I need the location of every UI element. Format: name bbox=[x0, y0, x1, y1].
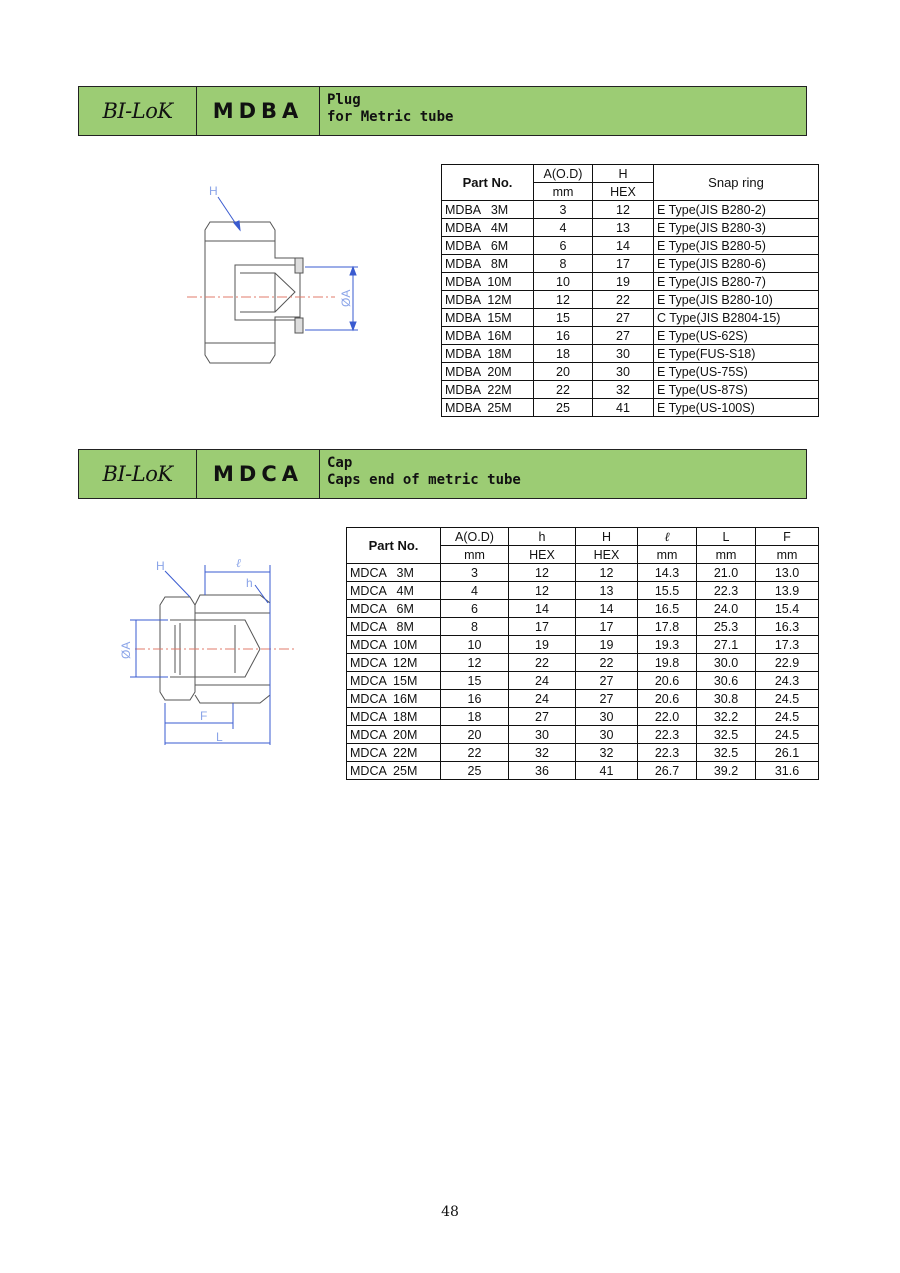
part-number-cell: MDBA 16M bbox=[442, 327, 534, 345]
value-cell: 32 bbox=[593, 381, 654, 399]
snap-ring-cell: E Type(JIS B280-7) bbox=[654, 273, 819, 291]
snap-ring-header: Snap ring bbox=[654, 165, 819, 201]
value-cell: 30.0 bbox=[697, 654, 756, 672]
value-cell: 27 bbox=[593, 309, 654, 327]
table-row bbox=[347, 600, 819, 618]
table-row bbox=[442, 255, 819, 273]
col-header: L bbox=[697, 528, 756, 546]
unit-header: HEX bbox=[576, 546, 638, 564]
table-row bbox=[442, 219, 819, 237]
value-cell: 24 bbox=[509, 690, 576, 708]
value-cell: 26.7 bbox=[638, 762, 697, 780]
value-cell: 12 bbox=[441, 654, 509, 672]
part-number-cell: MDCA 10M bbox=[347, 636, 441, 654]
brand-logo: BI-LoK bbox=[79, 450, 197, 498]
value-cell: 16 bbox=[534, 327, 593, 345]
snap-ring-cell: E Type(US-100S) bbox=[654, 399, 819, 417]
section-header-mdba bbox=[78, 86, 807, 136]
value-cell: 25.3 bbox=[697, 618, 756, 636]
value-cell: 17.8 bbox=[638, 618, 697, 636]
part-no-header: Part No. bbox=[347, 528, 441, 564]
value-cell: 17.3 bbox=[756, 636, 819, 654]
value-cell: 24.5 bbox=[756, 708, 819, 726]
part-number-cell: MDBA 3M bbox=[442, 201, 534, 219]
value-cell: 24.3 bbox=[756, 672, 819, 690]
value-cell: 24.0 bbox=[697, 600, 756, 618]
value-cell: 6 bbox=[534, 237, 593, 255]
value-cell: 14 bbox=[576, 600, 638, 618]
value-cell: 22.9 bbox=[756, 654, 819, 672]
value-cell: 15.4 bbox=[756, 600, 819, 618]
table-row bbox=[347, 690, 819, 708]
part-number-cell: MDBA 22M bbox=[442, 381, 534, 399]
mdba-spec-table bbox=[441, 164, 819, 417]
part-number-cell: MDBA 6M bbox=[442, 237, 534, 255]
value-cell: 8 bbox=[534, 255, 593, 273]
part-number-cell: MDBA 20M bbox=[442, 363, 534, 381]
value-cell: 32.5 bbox=[697, 744, 756, 762]
value-cell: 39.2 bbox=[697, 762, 756, 780]
value-cell: 22 bbox=[576, 654, 638, 672]
product-description bbox=[320, 87, 806, 135]
table-row bbox=[347, 636, 819, 654]
table-row bbox=[347, 762, 819, 780]
snap-ring-cell: E Type(JIS B280-2) bbox=[654, 201, 819, 219]
part-number-cell: MDBA 8M bbox=[442, 255, 534, 273]
part-number-cell: MDCA 4M bbox=[347, 582, 441, 600]
value-cell: 24.5 bbox=[756, 690, 819, 708]
part-number-cell: MDCA 25M bbox=[347, 762, 441, 780]
table-row bbox=[442, 273, 819, 291]
value-cell: 13 bbox=[593, 219, 654, 237]
section-header-mdca bbox=[78, 449, 807, 499]
value-cell: 17 bbox=[509, 618, 576, 636]
value-cell: 20.6 bbox=[638, 672, 697, 690]
snap-ring-cell: E Type(JIS B280-6) bbox=[654, 255, 819, 273]
snap-ring-cell: E Type(JIS B280-10) bbox=[654, 291, 819, 309]
snap-ring-cell: E Type(US-87S) bbox=[654, 381, 819, 399]
product-description bbox=[320, 450, 806, 498]
table-row bbox=[347, 654, 819, 672]
value-cell: 36 bbox=[509, 762, 576, 780]
brand-logo: BI-LoK bbox=[79, 87, 197, 135]
table-row bbox=[347, 672, 819, 690]
value-cell: 22 bbox=[593, 291, 654, 309]
unit-header: mm bbox=[756, 546, 819, 564]
value-cell: 10 bbox=[534, 273, 593, 291]
page-number: 48 bbox=[441, 1204, 459, 1220]
part-number-cell: MDCA 20M bbox=[347, 726, 441, 744]
value-cell: 24 bbox=[509, 672, 576, 690]
unit-header: mm bbox=[534, 183, 593, 201]
value-cell: 3 bbox=[441, 564, 509, 582]
col-header: A(O.D) bbox=[534, 165, 593, 183]
snap-ring-cell: E Type(JIS B280-3) bbox=[654, 219, 819, 237]
value-cell: 12 bbox=[534, 291, 593, 309]
unit-header: mm bbox=[638, 546, 697, 564]
value-cell: 3 bbox=[534, 201, 593, 219]
value-cell: 12 bbox=[509, 582, 576, 600]
value-cell: 31.6 bbox=[756, 762, 819, 780]
value-cell: 22.3 bbox=[697, 582, 756, 600]
value-cell: 13 bbox=[576, 582, 638, 600]
value-cell: 14 bbox=[509, 600, 576, 618]
part-number-cell: MDCA 18M bbox=[347, 708, 441, 726]
part-number-cell: MDCA 8M bbox=[347, 618, 441, 636]
value-cell: 30.6 bbox=[697, 672, 756, 690]
value-cell: 12 bbox=[509, 564, 576, 582]
value-cell: 14 bbox=[593, 237, 654, 255]
snap-ring-cell: E Type(US-75S) bbox=[654, 363, 819, 381]
value-cell: 20.6 bbox=[638, 690, 697, 708]
value-cell: 32 bbox=[576, 744, 638, 762]
value-cell: 10 bbox=[441, 636, 509, 654]
value-cell: 4 bbox=[441, 582, 509, 600]
value-cell: 27 bbox=[509, 708, 576, 726]
part-number-cell: MDBA 12M bbox=[442, 291, 534, 309]
value-cell: 22 bbox=[534, 381, 593, 399]
product-subtitle: Caps end of metric tube bbox=[327, 472, 521, 488]
value-cell: 19 bbox=[509, 636, 576, 654]
table-row bbox=[442, 309, 819, 327]
value-cell: 26.1 bbox=[756, 744, 819, 762]
table-row bbox=[347, 708, 819, 726]
part-number-cell: MDBA 10M bbox=[442, 273, 534, 291]
product-title: Cap bbox=[327, 455, 353, 471]
value-cell: 30 bbox=[509, 726, 576, 744]
value-cell: 16.5 bbox=[638, 600, 697, 618]
hex-small-label: h bbox=[246, 576, 253, 590]
part-number-cell: MDCA 22M bbox=[347, 744, 441, 762]
col-header: ℓ bbox=[638, 528, 697, 546]
unit-header: mm bbox=[697, 546, 756, 564]
mdba-plug-drawing bbox=[175, 175, 375, 375]
value-cell: 30 bbox=[576, 726, 638, 744]
value-cell: 27 bbox=[576, 672, 638, 690]
value-cell: 25 bbox=[441, 762, 509, 780]
value-cell: 17 bbox=[593, 255, 654, 273]
table-header-row bbox=[442, 165, 819, 183]
table-row bbox=[347, 744, 819, 762]
value-cell: 16 bbox=[441, 690, 509, 708]
value-cell: 21.0 bbox=[697, 564, 756, 582]
product-subtitle: for Metric tube bbox=[327, 109, 454, 125]
product-title: Plug bbox=[327, 92, 361, 108]
part-number-cell: MDBA 18M bbox=[442, 345, 534, 363]
value-cell: 32.2 bbox=[697, 708, 756, 726]
col-header: H bbox=[576, 528, 638, 546]
part-number-cell: MDCA 15M bbox=[347, 672, 441, 690]
part-number-cell: MDCA 6M bbox=[347, 600, 441, 618]
hex-label: H bbox=[209, 184, 218, 198]
value-cell: 15.5 bbox=[638, 582, 697, 600]
unit-header: HEX bbox=[593, 183, 654, 201]
value-cell: 41 bbox=[576, 762, 638, 780]
value-cell: 14.3 bbox=[638, 564, 697, 582]
value-cell: 20 bbox=[534, 363, 593, 381]
f-label: F bbox=[200, 709, 208, 723]
part-no-header: Part No. bbox=[442, 165, 534, 201]
value-cell: 19.3 bbox=[638, 636, 697, 654]
col-header: h bbox=[509, 528, 576, 546]
table-row bbox=[442, 399, 819, 417]
value-cell: 13.0 bbox=[756, 564, 819, 582]
value-cell: 19 bbox=[576, 636, 638, 654]
part-number-cell: MDBA 15M bbox=[442, 309, 534, 327]
value-cell: 12 bbox=[576, 564, 638, 582]
value-cell: 27.1 bbox=[697, 636, 756, 654]
od-label: ØA bbox=[119, 641, 133, 659]
value-cell: 27 bbox=[593, 327, 654, 345]
snap-ring-cell: E Type(JIS B280-5) bbox=[654, 237, 819, 255]
l-big-label: L bbox=[216, 730, 223, 744]
mdca-cap-drawing bbox=[110, 545, 310, 755]
part-number-cell: MDBA 25M bbox=[442, 399, 534, 417]
value-cell: 18 bbox=[534, 345, 593, 363]
value-cell: 15 bbox=[534, 309, 593, 327]
value-cell: 12 bbox=[593, 201, 654, 219]
value-cell: 22.3 bbox=[638, 744, 697, 762]
value-cell: 22 bbox=[441, 744, 509, 762]
value-cell: 17 bbox=[576, 618, 638, 636]
value-cell: 41 bbox=[593, 399, 654, 417]
table-row bbox=[442, 381, 819, 399]
value-cell: 22 bbox=[509, 654, 576, 672]
table-row bbox=[347, 726, 819, 744]
table-row bbox=[442, 363, 819, 381]
table-header-row bbox=[347, 528, 819, 546]
part-number-cell: MDBA 4M bbox=[442, 219, 534, 237]
value-cell: 22.0 bbox=[638, 708, 697, 726]
part-number-cell: MDCA 12M bbox=[347, 654, 441, 672]
value-cell: 19 bbox=[593, 273, 654, 291]
table-row bbox=[442, 237, 819, 255]
value-cell: 4 bbox=[534, 219, 593, 237]
value-cell: 13.9 bbox=[756, 582, 819, 600]
table-row bbox=[442, 327, 819, 345]
unit-header: HEX bbox=[509, 546, 576, 564]
table-row bbox=[442, 291, 819, 309]
part-number-cell: MDCA 3M bbox=[347, 564, 441, 582]
value-cell: 24.5 bbox=[756, 726, 819, 744]
value-cell: 32.5 bbox=[697, 726, 756, 744]
value-cell: 30 bbox=[593, 345, 654, 363]
value-cell: 27 bbox=[576, 690, 638, 708]
col-header: F bbox=[756, 528, 819, 546]
table-row bbox=[347, 564, 819, 582]
product-code: MDCA bbox=[197, 450, 320, 498]
value-cell: 22.3 bbox=[638, 726, 697, 744]
value-cell: 15 bbox=[441, 672, 509, 690]
value-cell: 6 bbox=[441, 600, 509, 618]
l-small-label: ℓ bbox=[236, 556, 241, 570]
value-cell: 19.8 bbox=[638, 654, 697, 672]
value-cell: 25 bbox=[534, 399, 593, 417]
table-row bbox=[442, 345, 819, 363]
table-row bbox=[347, 618, 819, 636]
unit-header: mm bbox=[441, 546, 509, 564]
value-cell: 20 bbox=[441, 726, 509, 744]
value-cell: 32 bbox=[509, 744, 576, 762]
value-cell: 18 bbox=[441, 708, 509, 726]
table-row bbox=[347, 582, 819, 600]
col-header: A(O.D) bbox=[441, 528, 509, 546]
od-label: ØA bbox=[339, 289, 353, 307]
mdca-spec-table bbox=[346, 527, 819, 780]
value-cell: 16.3 bbox=[756, 618, 819, 636]
snap-ring-cell: E Type(FUS-S18) bbox=[654, 345, 819, 363]
value-cell: 30 bbox=[576, 708, 638, 726]
part-number-cell: MDCA 16M bbox=[347, 690, 441, 708]
snap-ring-cell: E Type(US-62S) bbox=[654, 327, 819, 345]
product-code: MDBA bbox=[197, 87, 320, 135]
value-cell: 30 bbox=[593, 363, 654, 381]
hex-big-label: H bbox=[156, 559, 165, 573]
snap-ring-cell: C Type(JIS B2804-15) bbox=[654, 309, 819, 327]
value-cell: 8 bbox=[441, 618, 509, 636]
table-row bbox=[442, 201, 819, 219]
value-cell: 30.8 bbox=[697, 690, 756, 708]
col-header: H bbox=[593, 165, 654, 183]
